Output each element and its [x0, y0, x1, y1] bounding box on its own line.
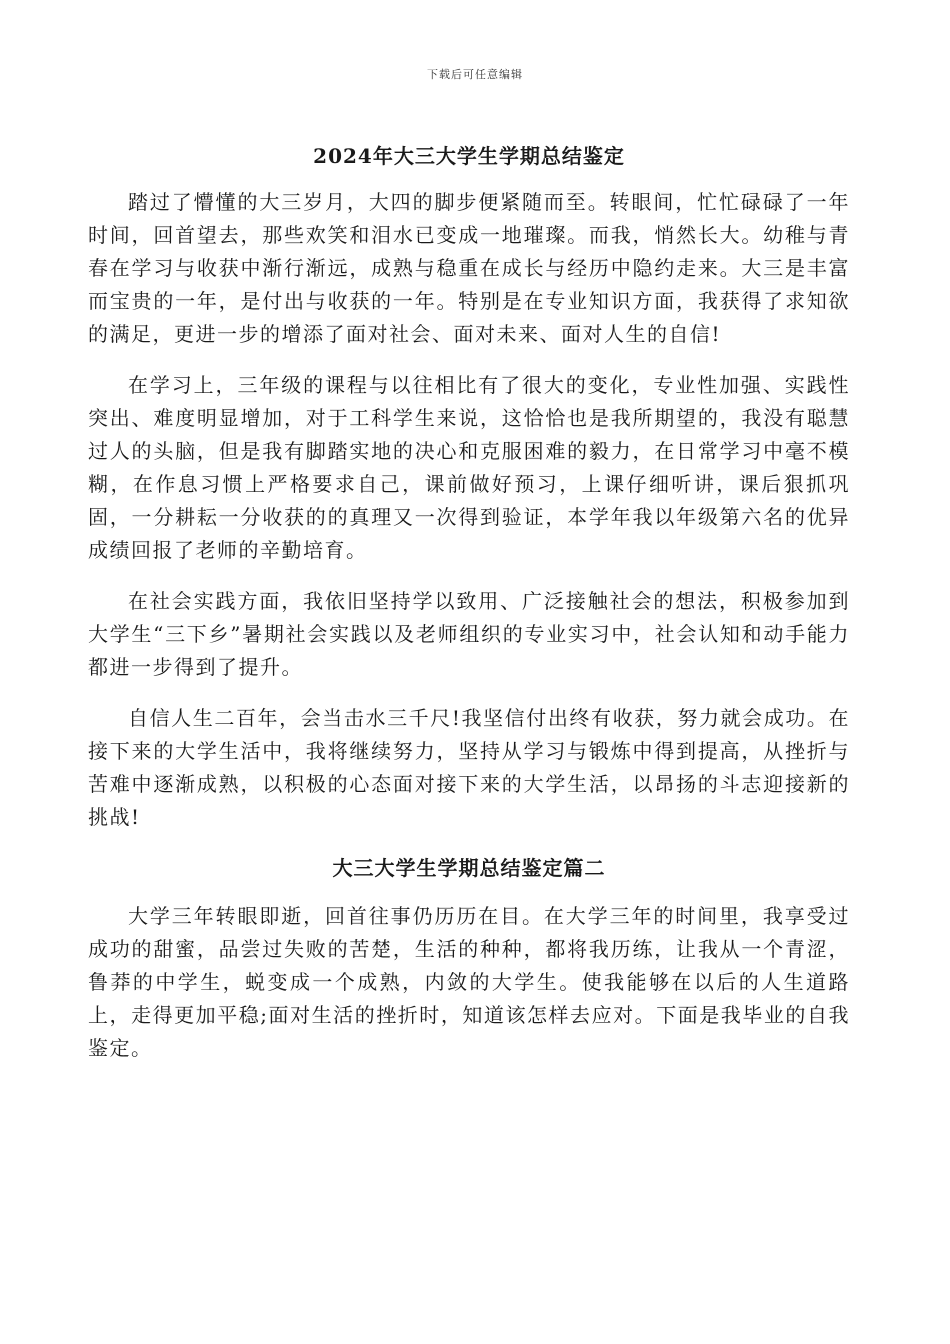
section-title: 大三大学生学期总结鉴定篇二	[332, 856, 606, 880]
paragraph: 踏过了懵懂的大三岁月，大四的脚步便紧随而至。转眼间，忙忙碌碌了一年时间，回首望去，那些欢笑和泪水已变成一地璀璨。而我，悄然长大。幼稚与青春在学习与收获中渐行渐远，成熟与稳重在成长与经历中隐约走来。大三是丰富而宝贵的一年，是付出与收获的一年。特别是在专业知识方面，我获得了求知欲的满足，更进一步的增添了面对社会、面对未来、面对人生的自信!	[88, 190, 850, 346]
document-body	[88, 140, 850, 1083]
paragraph: 自信人生二百年，会当击水三千尺!我坚信付出终有收获，努力就会成功。在接下来的大学生活中，我将继续努力，坚持从学习与锻炼中得到提高，从挫折与苦难中逐渐成熟，以积极的心态面对接下来的大学生活，以昂扬的斗志迎接新的挑战!	[88, 706, 850, 829]
paragraph: 在学习上，三年级的课程与以往相比有了很大的变化，专业性加强、实践性突出、难度明显增加，对于工科学生来说，这恰恰也是我所期望的，我没有聪慧过人的头脑，但是我有脚踏实地的决心和克服困难的毅力，在日常学习中毫不模糊，在作息习惯上严格要求自己，课前做好预习，上课仔细听讲，课后狠抓巩固，一分耕耘一分收获的的真理又一次得到验证，本学年我以年级第六名的优异成绩回报了老师的辛勤培育。	[88, 373, 850, 562]
paragraph: 大学三年转眼即逝，回首往事仍历历在目。在大学三年的时间里，我享受过成功的甜蜜，品尝过失败的苦楚，生活的种种，都将我历练，让我从一个青涩，鲁莽的中学生，蜕变成一个成熟，内敛的大学生。使我能够在以后的人生道路上，走得更加平稳;面对生活的挫折时，知道该怎样去应对。下面是我毕业的自我鉴定。	[88, 904, 850, 1060]
document-title: 2024年大三大学生学期总结鉴定	[313, 144, 625, 168]
header-note: 下载后可任意编辑	[427, 68, 523, 81]
paragraph: 在社会实践方面，我依旧坚持学以致用、广泛接触社会的想法，积极参加到大学生“三下乡”暑期社会实践以及老师组织的专业实习中，社会认知和动手能力都进一步得到了提升。	[88, 589, 850, 679]
